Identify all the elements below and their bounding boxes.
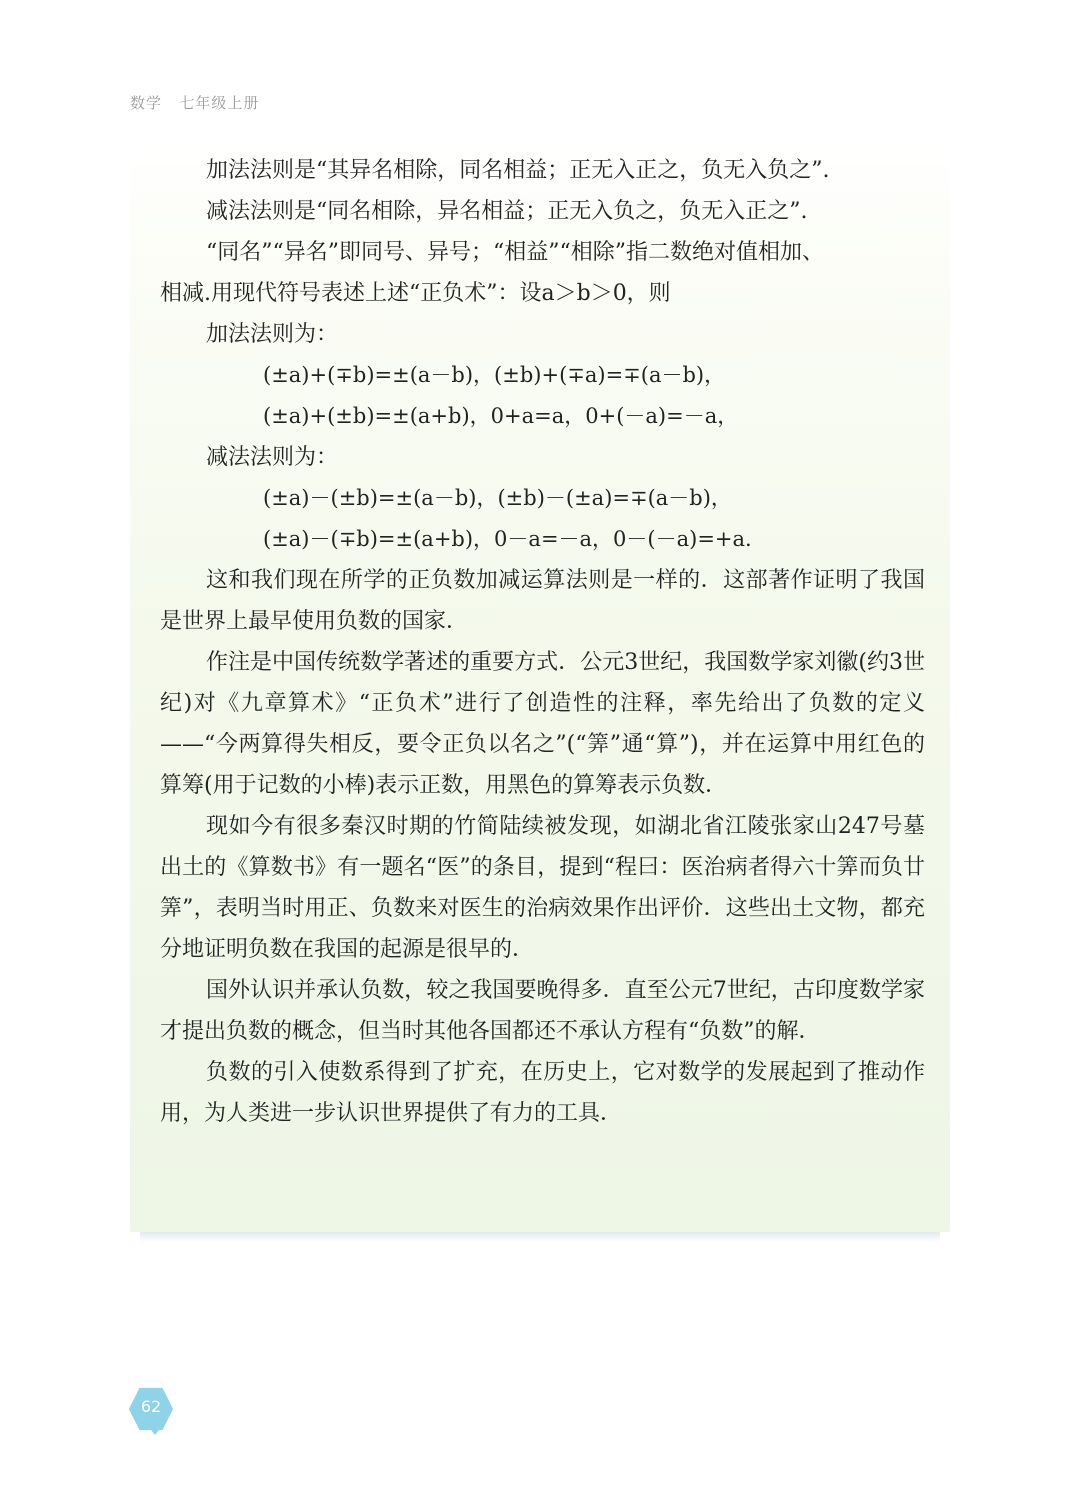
paragraph-foreign: 国外认识并承认负数，较之我国要晚得多．直至公元7世纪，古印度数学家才提出负数的概念，但当时其他各国都还不承认方程有“负数”的解． <box>160 978 925 1044</box>
paragraph-same-rules: 这和我们现在所学的正负数加减运算法则是一样的．这部著作证明了我国是世界上最早使用负数的国家． <box>160 568 925 634</box>
subtraction-formula-2: (±a)－(∓b)=±(a+b)，0－a=－a，0－(－a)=+a. <box>263 527 752 551</box>
subtraction-formula-1: (±a)－(±b)=±(a－b)，(±b)－(±a)=∓(a－b)， <box>263 486 732 510</box>
subtraction-rule-text: 减法法则是“同名相除，异名相益；正无入负之，负无入正之”. <box>206 199 808 224</box>
addition-formula-1: (±a)+(∓b)=±(a－b)，(±b)+(∓a)=∓(a－b)， <box>263 363 726 387</box>
badge-tail-icon <box>148 1426 162 1435</box>
addition-label: 加法法则为： <box>206 322 339 347</box>
paragraph-impact: 负数的引入使数系得到了扩充，在历史上，它对数学的发展起到了推动作用，为人类进一步认识世界提供了有力的工具． <box>160 1060 925 1126</box>
addition-formula-2: (±a)+(±b)=±(a+b)，0+a=a，0+(－a)=－a， <box>263 404 739 428</box>
paragraph-bamboo-slips: 现如今有很多秦汉时期的竹简陆续被发现，如湖北省江陵张家山247号墓出土的《算数书》有一题名“医”的条目，提到“程曰：医治病者得六十筭而负廿筭”，表明当时用正、负数来对医生的治病效果作出评价．这些出土文物，都充分地证明负数在我国的起源是很早的． <box>160 814 925 962</box>
subtraction-label: 减法法则为： <box>206 445 339 470</box>
page-content <box>160 150 925 1134</box>
running-header <box>130 92 259 113</box>
explanation-line-1: “同名”“异名”即同号、异号；“相益”“相除”指二数绝对值相加、 <box>206 240 824 265</box>
paragraph-liu-hui: 作注是中国传统数学著述的重要方式．公元3世纪，我国数学家刘徽(约3世纪)对《九章算术》“正负术”进行了创造性的注释，率先给出了负数的定义——“今两算得失相反，要令正负以名之”(“筭”通“算”)，并在运算中用红色的算筹(用于记数的小棒)表示正数，用黑色的算筹表示负数． <box>160 650 925 798</box>
explanation-line-2: 相减.用现代符号表述上述“正负术”：设a＞b＞0，则 <box>160 281 671 306</box>
header-subject: 数学 <box>130 94 163 112</box>
header-grade: 七年级上册 <box>179 94 260 112</box>
addition-rule-text: 加法法则是“其异名相除，同名相益；正无入正之，负无入负之”. <box>206 158 830 183</box>
panel-shadow <box>140 1232 940 1242</box>
page-number: 62 <box>140 1397 162 1416</box>
page-number-badge <box>128 1386 174 1432</box>
